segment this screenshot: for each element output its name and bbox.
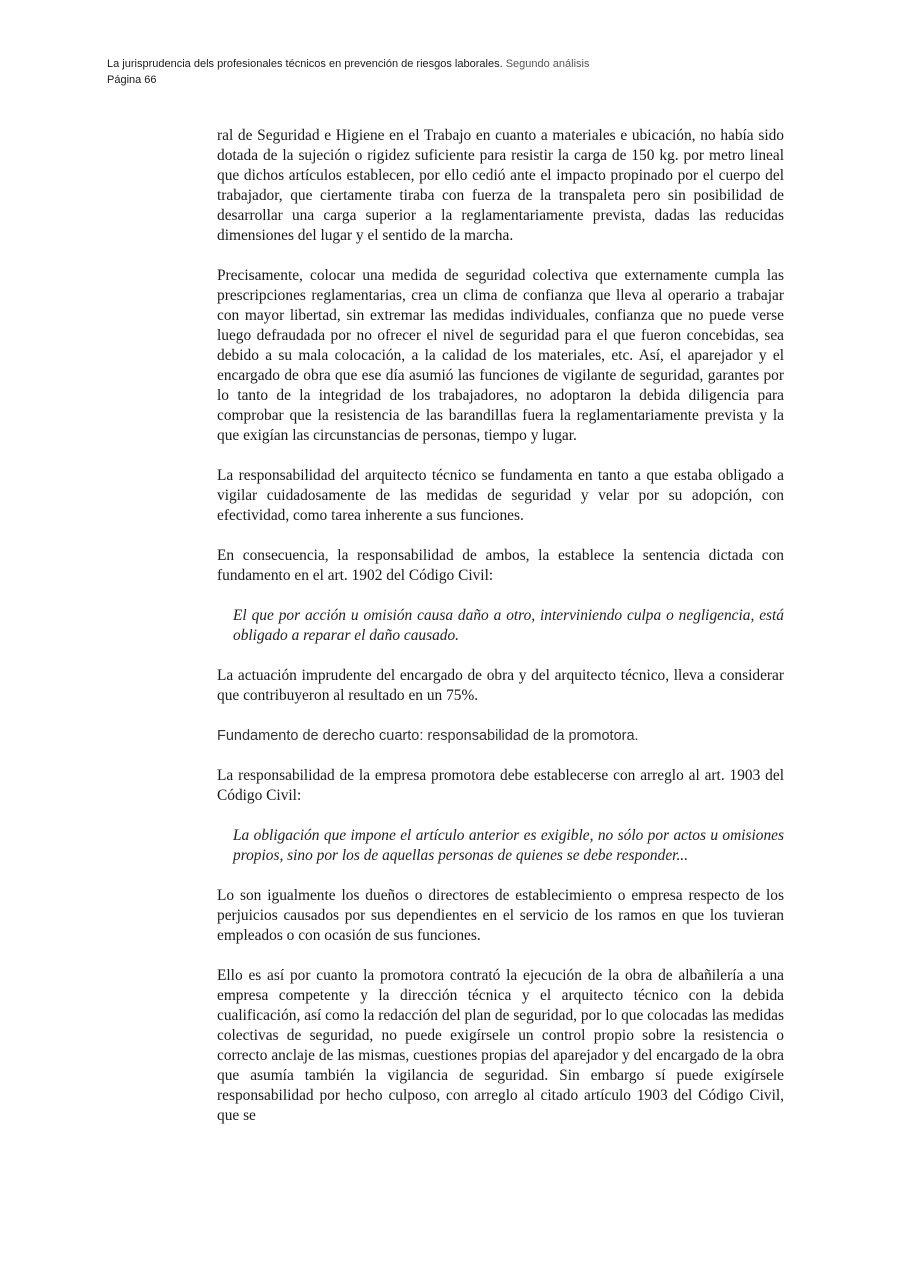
paragraph: La responsabilidad de la empresa promotora debe establecerse con arreglo al art. 1903 del Código Civil:	[217, 767, 784, 804]
section-heading: Fundamento de derecho cuarto: responsabilidad de la promotora.	[217, 728, 639, 744]
paragraph: En consecuencia, la responsabilidad de ambos, la establece la sentencia dictada con fundamento en el art. 1902 del Código Civil:	[217, 547, 784, 584]
page-number: Página 66	[107, 74, 157, 86]
body-text	[217, 126, 784, 1146]
paragraph: La actuación imprudente del encargado de obra y del arquitecto técnico, lleva a considerar que contribuyeron al resultado en un 75%.	[217, 667, 784, 704]
paragraph: ral de Seguridad e Higiene en el Trabajo en cuanto a materiales e ubicación, no había sido dotada de la sujeción o rigidez suficiente para resistir la carga de 150 kg. por metro lineal que dichos artículos establecen, por ello cedió ante el impacto propinado por el cuerpo del trabajador, que ciertamente tiraba con fuerza de la transpaleta pero sin posibilidad de desarrollar una carga superior a la reglamentariamente prevista, dadas las reducidas dimensiones del lugar y el sentido de la marcha.	[217, 127, 784, 244]
paragraph: Precisamente, colocar una medida de seguridad colectiva que externamente cumpla las prescripciones reglamentarias, crea un clima de confianza que lleva al operario a trabajar con mayor libertad, sin extremar las medidas individuales, confianza que no puede verse luego defraudada por no ofrecer el nivel de seguridad para el que fueron concebidas, sea debido a su mala colocación, a la calidad de los materiales, etc. Así, el aparejador y el encargado de obra que ese día asumió las funciones de vigilante de seguridad, garantes por lo tanto de la integridad de los trabajadores, no adoptaron la debida diligencia para comprobar que la resistencia de las barandillas fuera la reglamentariamente prevista y la que exigían las circunstancias de personas, tiempo y lugar.	[217, 267, 784, 444]
running-header	[107, 56, 589, 88]
document-title-line	[107, 56, 589, 72]
paragraph: Ello es así por cuanto la promotora contrató la ejecución de la obra de albañilería a una empresa competente y la dirección técnica y el arquitecto técnico con la debida cualificación, así como la redacción del plan de seguridad, por lo que colocadas las medidas colectivas de seguridad, no puede exigírsele un control propio sobre la resistencia o correcto anclaje de las mismas, cuestiones propias del aparejador y del encargado de la obra que asumía también la vigilancia de seguridad. Sin embargo sí puede exigírsele responsabilidad por hecho culposo, con arreglo al citado artículo 1903 del Código Civil, que se	[217, 967, 784, 1124]
legal-quote: El que por acción u omisión causa daño a otro, interviniendo culpa o negligencia, está obligado a reparar el daño causado.	[233, 607, 784, 644]
legal-quote: La obligación que impone el artículo anterior es exigible, no sólo por actos u omisiones propios, sino por los de aquellas personas de quienes se debe responder...	[233, 827, 784, 864]
document-subtitle: Segundo análisis	[505, 58, 590, 70]
document-title: La jurisprudencia dels profesionales técnicos en prevención de riesgos laborales.	[107, 58, 503, 70]
paragraph: Lo son igualmente los dueños o directores de establecimiento o empresa respecto de los perjuicios causados por sus dependientes en el servicio de los ramos en que los tuvieran empleados o con ocasión de sus funciones.	[217, 887, 784, 944]
paragraph: La responsabilidad del arquitecto técnico se fundamenta en tanto a que estaba obligado a vigilar cuidadosamente de las medidas de seguridad y velar por su adopción, con efectividad, como tarea inherente a sus funciones.	[217, 467, 784, 524]
